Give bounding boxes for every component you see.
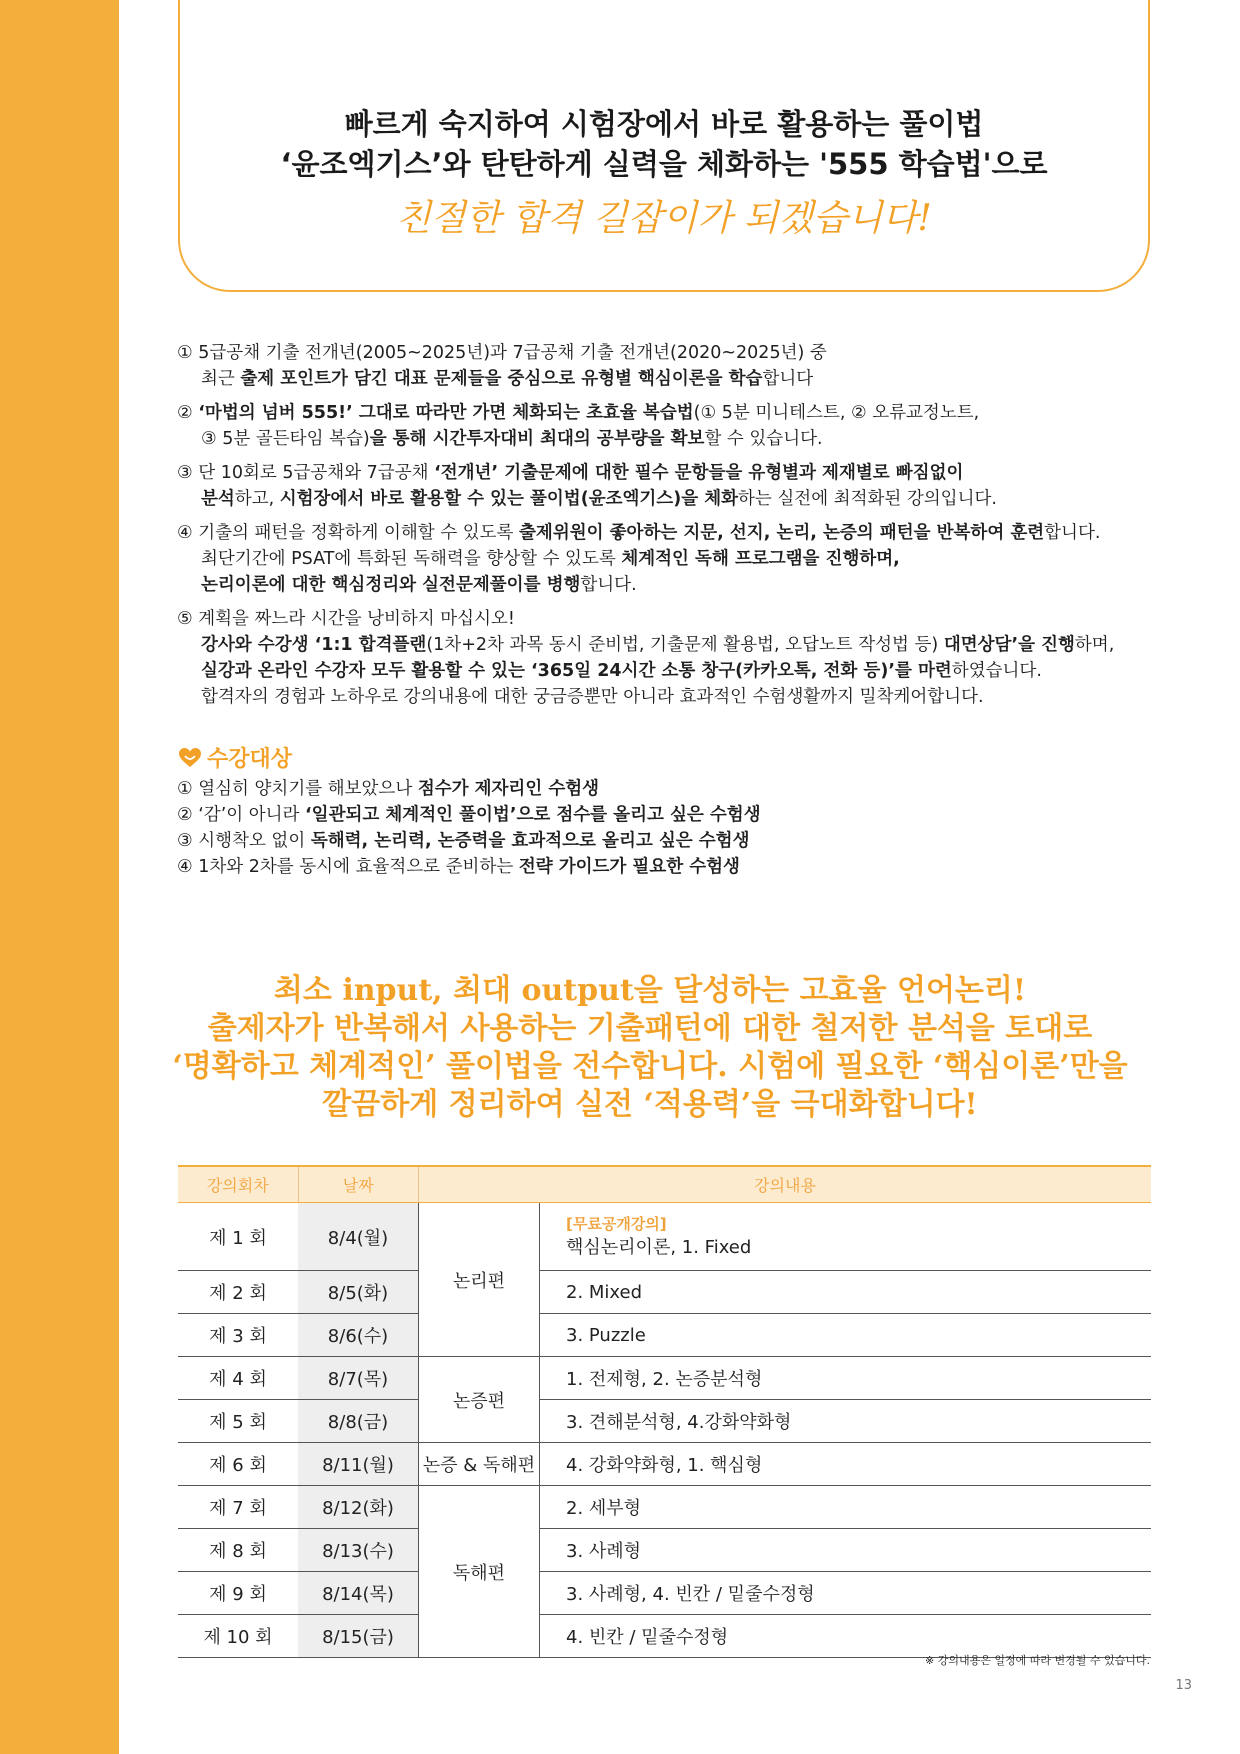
table-row: 제 4 회 8/7(목) 논증편 1. 전제형, 2. 논증분석형 [178,1357,1151,1400]
header-date: 날짜 [298,1166,419,1203]
point-5: ⑤ 계획을 짜느라 시간을 낭비하지 마십시오! 강사와 수강생 ‘1:1 합격플랜(1차+2차 과목 동시 준비법, 기출문제 활용법, 오답노트 작성법 등) 대면상담’을 진행하며, 실강과 온라인 수강자 모두 활용할 수 있는 ‘365일 24시간 소통 창구(카카오톡, 전화 등)’를 마련하였습니다. 합격자의 경험과 노하우로 강의내용에 대한 궁금증뿐만 아니라 효과적인 수험생활까지 밀착케어합니다. [177,609,1115,707]
table-row: 제 1 회 8/4(월) 논리편 [무료공개강의] 핵심논리이론, 1. Fixed [178,1203,1151,1271]
target-section-title: 수강대상 [179,742,292,773]
point-4: ④ 기출의 패턴을 정확하게 이해할 수 있도록 출제위원이 좋아하는 지문, 선지, 논리, 논증의 패턴을 반복하여 훈련합니다. 최단기간에 PSAT에 특화된 독해력을 향상할 수 있도록 체계적인 독해 프로그램을 진행하며, 논리이론에 대한 핵심정리와 실전문제풀이를 병행합니다. [177,523,1101,595]
intro-line-2: ‘윤조엑기스’와 탄탄하게 실력을 체화하는 '555 학습법'으로 [280,147,1048,181]
slogan-line: ‘명확하고 체계적인’ 풀이법을 전수합니다. 시험에 필요한 ‘핵심이론’만을 [172,1049,1128,1084]
table-row: 제 5 회 8/8(금) 3. 견해분석형, 4.강화약화형 [178,1400,1151,1443]
slogan [150,972,1150,1124]
page-number: 13 [1175,1678,1192,1693]
table-row: 제 7 회 8/12(화) 독해편 2. 세부형 [178,1486,1151,1529]
intro-handwriting: 친절한 합격 길잡이가 되겠습니다! [396,198,932,239]
table-row: 제 8 회 8/13(수) 3. 사례형 [178,1529,1151,1572]
list-item: ② ‘감’이 아니라 ‘일관되고 체계적인 풀이법’으로 점수를 올리고 싶은 수험생 [177,805,761,825]
target-list [177,776,761,880]
header-content: 강의내용 [419,1166,1152,1203]
intro-box [178,0,1150,292]
table-row: 제 3 회 8/6(수) 3. Puzzle [178,1314,1151,1357]
table-row: 제 10 회 8/15(금) 4. 빈칸 / 밑줄수정형 [178,1615,1151,1658]
point-3: ③ 단 10회로 5급공채와 7급공채 ‘전개년’ 기출문제에 대한 필수 문항들을 유형별과 제재별로 빠짐없이 분석하고, 시험장에서 바로 활용할 수 있는 풀이법(윤조엑기스)을 체화하는 실전에 최적화된 강의입니다. [177,463,997,509]
header-session: 강의회차 [178,1166,298,1203]
part-label: 독해편 [419,1486,540,1658]
schedule-table [178,1165,1151,1658]
list-item: ① 열심히 양치기를 해보았으나 점수가 제자리인 수험생 [177,779,600,799]
part-label: 논리편 [419,1203,540,1357]
list-item: ③ 시행착오 없이 독해력, 논리력, 논증력을 효과적으로 올리고 싶은 수험생 [177,831,750,851]
slogan-line: 깔끔하게 정리하여 실전 ‘적용력’을 극대화합니다! [322,1087,978,1122]
part-label: 논증 & 독해편 [419,1443,540,1486]
table-row: 제 9 회 8/14(목) 3. 사례형, 4. 빈칸 / 밑줄수정형 [178,1572,1151,1615]
point-2: ② ‘마법의 넘버 555!’ 그대로 따라만 가면 체화되는 초효율 복습법(① 5분 미니테스트, ② 오류교정노트, ③ 5분 골든타임 복습)을 통해 시간투자대비 최대의 공부량을 확보할 수 있습니다. [177,403,980,449]
table-row: 제 2 회 8/5(화) 2. Mixed [178,1271,1151,1314]
free-lecture-tag: [무료공개강의] [566,1214,667,1233]
point-1: ① 5급공채 기출 전개년(2005~2025년)과 7급공채 기출 전개년(2020~2025년) 중 최근 출제 포인트가 담긴 대표 문제들을 중심으로 유형별 핵심이론을 학습합니다 [177,343,827,389]
schedule-note: ※ 강의내용은 일정에 따라 변경될 수 있습니다. [925,1654,1150,1667]
part-label: 논증편 [419,1357,540,1443]
slogan-line: 최소 input, 최대 output을 달성하는 고효율 언어논리! [273,973,1027,1008]
slogan-line: 출제자가 반복해서 사용하는 기출패턴에 대한 철저한 분석을 토대로 [207,1011,1093,1046]
table-row: 제 6 회 8/11(월) 논증 & 독해편 4. 강화약화형, 1. 핵심형 [178,1443,1151,1486]
intro-line-1: 빠르게 숙지하여 시험장에서 바로 활용하는 풀이법 [344,107,984,141]
list-item: ④ 1차와 2차를 동시에 효율적으로 준비하는 전략 가이드가 필요한 수험생 [177,857,740,877]
side-accent-bar [0,0,119,1754]
heart-smile-icon [179,748,201,768]
